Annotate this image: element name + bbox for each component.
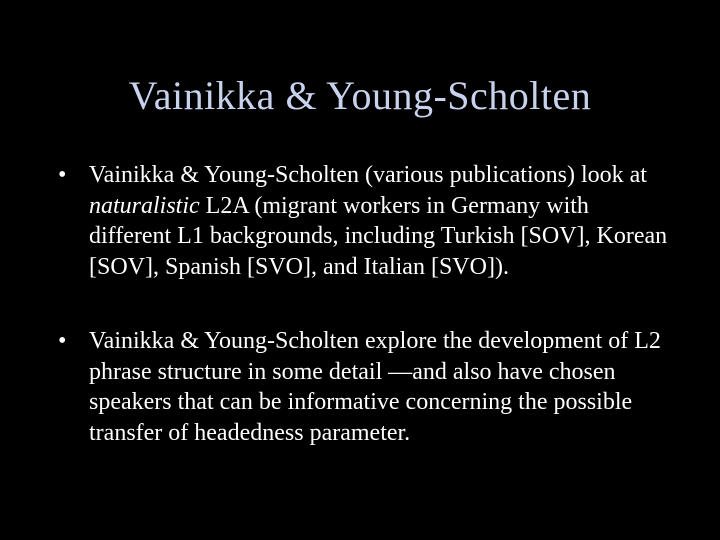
bullet-dot-icon: • bbox=[58, 328, 67, 354]
bullet-dot-icon: • bbox=[58, 162, 67, 188]
slide-title: Vainikka & Young-Scholten bbox=[128, 73, 592, 118]
bullet-list bbox=[58, 160, 668, 448]
bullet-emphasis: naturalistic bbox=[89, 192, 200, 219]
bullet-item bbox=[58, 326, 668, 448]
bullet-text: Vainikka & Young-Scholten explore the development of L2 phrase structure in some detail —and also have chosen speakers that can be informative concerning the possible transfer of headedness parameter. bbox=[89, 328, 661, 446]
bullet-text: Vainikka & Young-Scholten (various publications) look at bbox=[89, 162, 647, 188]
bullet-item bbox=[58, 160, 668, 282]
bullet-text-continued: L2A (migrant workers in Germany with different L1 backgrounds, including Turkish [SOV], Korean [SOV], Spanish [SVO], and Italian [SVO]). bbox=[89, 192, 668, 280]
